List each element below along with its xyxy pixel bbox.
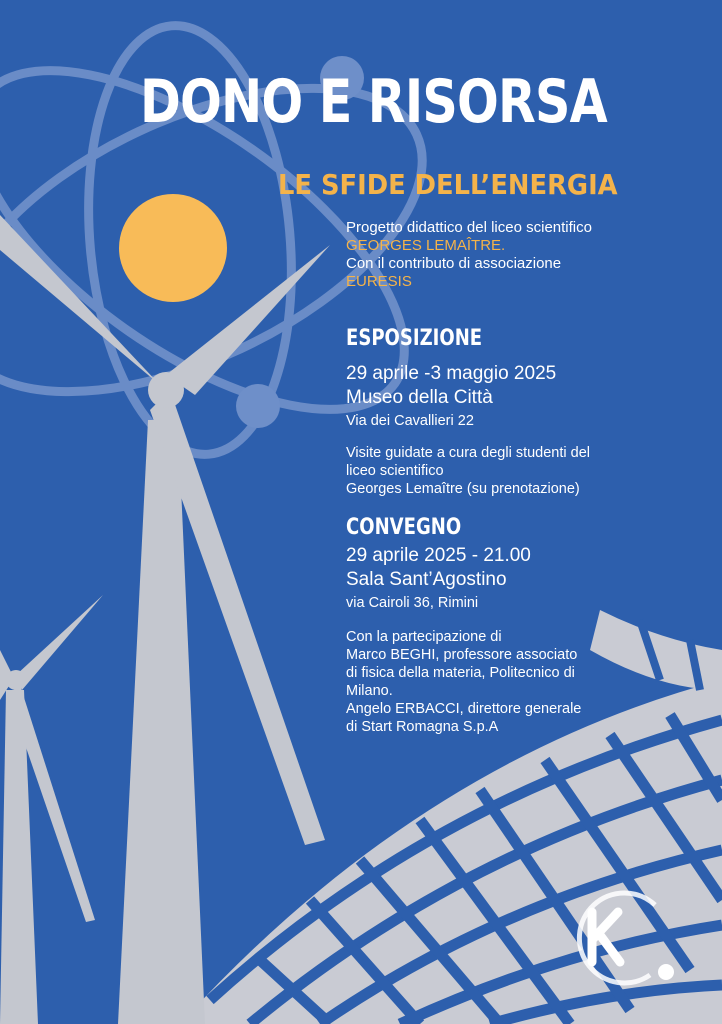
- wind-turbine-icon: [0, 595, 103, 1024]
- wind-turbine-icon: [0, 215, 330, 1024]
- conference-venue: Sala Sant’Agostino: [346, 569, 507, 590]
- page-subtitle: LE SFIDE DELL’ENERGIA: [278, 168, 618, 201]
- speaker-line: di fisica della materia, Politecnico di: [346, 665, 575, 681]
- exhibition-details: [346, 362, 590, 498]
- sun-icon: [119, 194, 227, 302]
- conference-address: via Cairoli 36, Rimini: [346, 595, 479, 611]
- conference-heading: CONVEGNO: [346, 515, 462, 540]
- speaker-line: Marco BEGHI, professore associato: [346, 647, 578, 663]
- conference-section: [346, 517, 487, 539]
- speaker-line: Milano.: [346, 683, 393, 699]
- exhibition-heading: ESPOSIZIONE: [346, 326, 483, 351]
- exhibition-section: [346, 328, 512, 350]
- exhibition-venue: Museo della Città: [346, 387, 493, 408]
- intro-block: [346, 219, 592, 291]
- association-name: EURESIS: [346, 273, 412, 290]
- intro-line: Con il contributo di associazione: [346, 255, 562, 272]
- exhibition-note: Visite guidate a cura degli studenti del: [346, 445, 590, 461]
- exhibition-dates: 29 aprile -3 maggio 2025: [346, 363, 557, 384]
- speaker-line: Angelo ERBACCI, direttore generale: [346, 701, 582, 717]
- exhibition-note: liceo scientifico: [346, 463, 444, 479]
- page-title: DONO E RISORSA: [140, 67, 607, 137]
- intro-line: Progetto didattico del liceo scientifico: [346, 219, 592, 236]
- school-name: GEORGES LEMAÎTRE.: [346, 237, 506, 254]
- speaker-line: di Start Romagna S.p.A: [346, 719, 499, 735]
- exhibition-address: Via dei Cavallieri 22: [346, 413, 474, 429]
- conference-details: [346, 544, 581, 736]
- exhibition-note: Georges Lemaître (su prenotazione): [346, 481, 580, 497]
- conference-datetime: 29 aprile 2025 - 21.00: [346, 545, 531, 566]
- electron-icon: [236, 384, 280, 428]
- speaker-line: Con la partecipazione di: [346, 629, 502, 645]
